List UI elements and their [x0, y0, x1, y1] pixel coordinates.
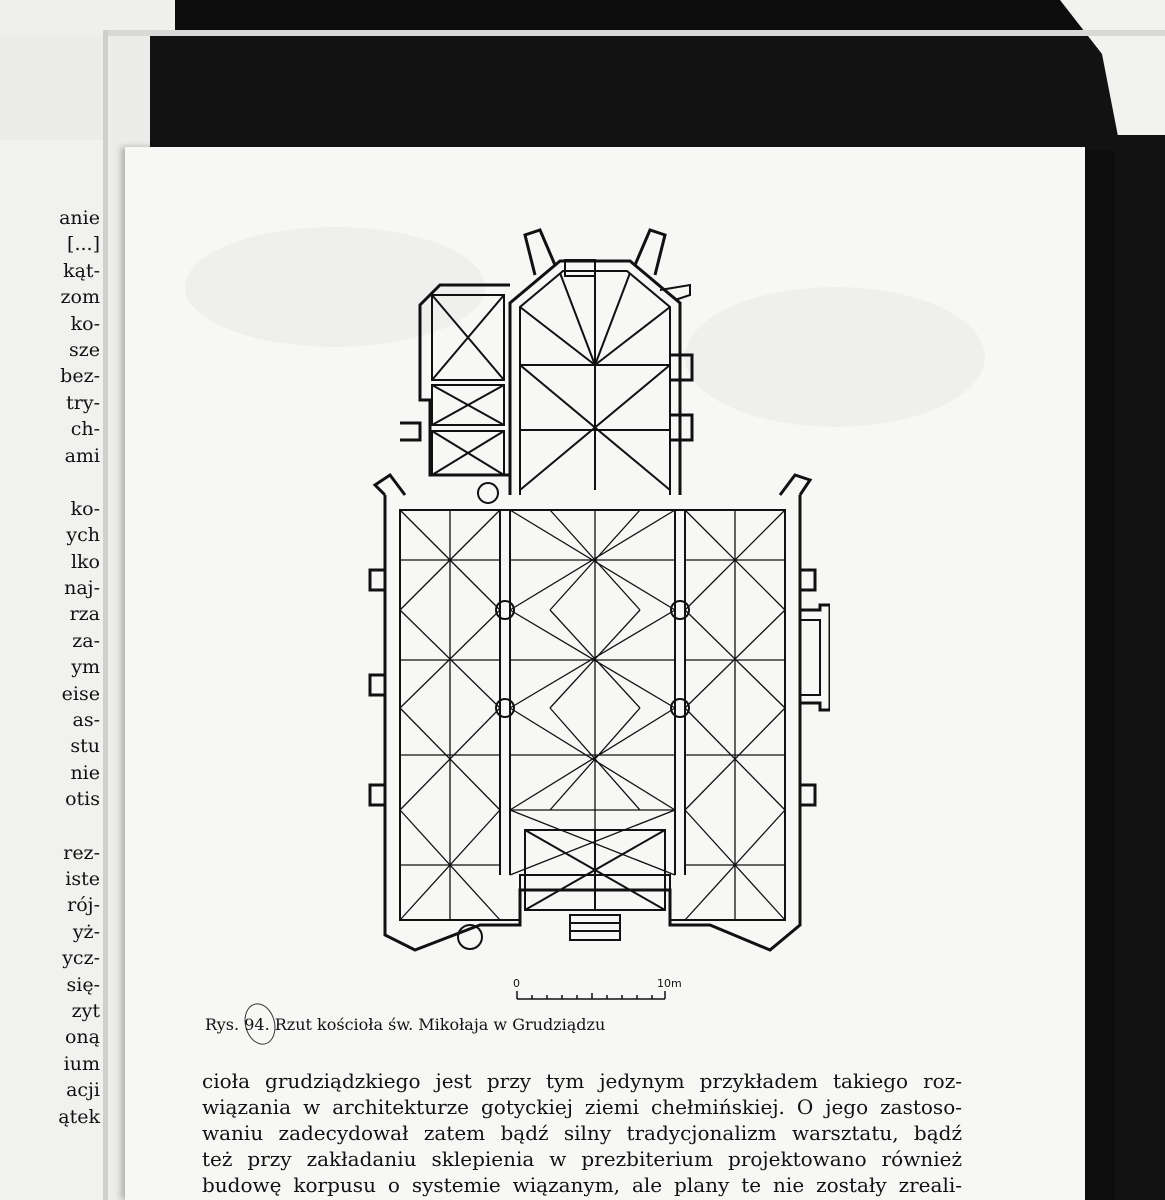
left-page-line: ych [66, 524, 100, 547]
left-page-line: naj- [64, 577, 100, 600]
sacristy [400, 285, 510, 503]
left-page-line: ycz- [62, 947, 100, 970]
body-text [202, 1068, 962, 1198]
left-page-line: rój- [67, 894, 100, 917]
porch [800, 605, 830, 710]
scale-bar [505, 975, 705, 1005]
left-page-line: ątek [58, 1105, 100, 1128]
left-page-line: acji [66, 1079, 100, 1102]
page-right-shadow [1085, 150, 1115, 1200]
body-line: waniu zadecydował zatem bądź silny tradycjonalizm warsztatu, bądź [202, 1121, 962, 1145]
caption-text: Rzut kościoła św. Mikołaja w Grudziądzu [274, 1015, 606, 1034]
glass-edge-horizontal [103, 30, 1165, 36]
left-page-line: eise [61, 682, 100, 705]
body-line: cioła grudziądzkiego jest przy tym jedynym przykładem takiego roz- [202, 1069, 962, 1093]
left-page-line: zyt [71, 999, 100, 1022]
left-page-line: ium [63, 1052, 100, 1075]
left-page-line: lko [70, 550, 100, 573]
body-line: też przy zakładaniu sklepienia w prezbiterium projektowano również [202, 1147, 962, 1171]
left-page-line: sze [68, 338, 100, 361]
caption-prefix: Rys. [205, 1015, 240, 1034]
body-line: wiązania w architekturze gotyckiej ziemi chełmińskiej. O jego zastoso- [202, 1095, 962, 1119]
left-page-line: try- [66, 391, 100, 414]
left-page-line: yż- [72, 920, 100, 943]
glass-edge-vertical [103, 30, 108, 1200]
left-page-line: [...] [67, 233, 100, 256]
left-page-line: ym [71, 656, 100, 679]
chancel [510, 230, 692, 495]
left-page-line: stu [70, 735, 100, 758]
left-page-line: ch- [70, 418, 100, 441]
figure-caption [205, 1015, 605, 1034]
caption-number: 94. [244, 1015, 270, 1034]
left-page-line: oną [64, 1026, 100, 1049]
left-page-line: rza [69, 603, 100, 626]
nave [370, 475, 815, 950]
left-page-line: as- [72, 709, 100, 732]
left-page-line: iste [65, 867, 100, 890]
left-page-line: nie [70, 761, 100, 784]
left-page-line: bez- [60, 365, 100, 388]
left-page-line: anie [59, 207, 100, 229]
left-page-line: ami [64, 444, 100, 467]
left-page-line: ko- [70, 497, 100, 520]
left-page-line: się- [66, 973, 100, 996]
left-page-line: rez- [63, 841, 100, 864]
left-page-text [0, 205, 100, 1130]
scale-zero-label: 0 [513, 977, 520, 990]
church-floor-plan [360, 225, 830, 965]
left-page-line: zom [60, 286, 100, 309]
left-page-line: ko- [70, 312, 100, 335]
left-page-line: otis [65, 788, 100, 811]
left-page-line: kąt- [63, 259, 100, 282]
left-page-line: za- [72, 629, 100, 652]
scale-max-label: 10m [657, 977, 682, 990]
body-line: budowę korpusu o systemie wiązanym, ale plany te nie zostały zreali- [202, 1173, 962, 1197]
